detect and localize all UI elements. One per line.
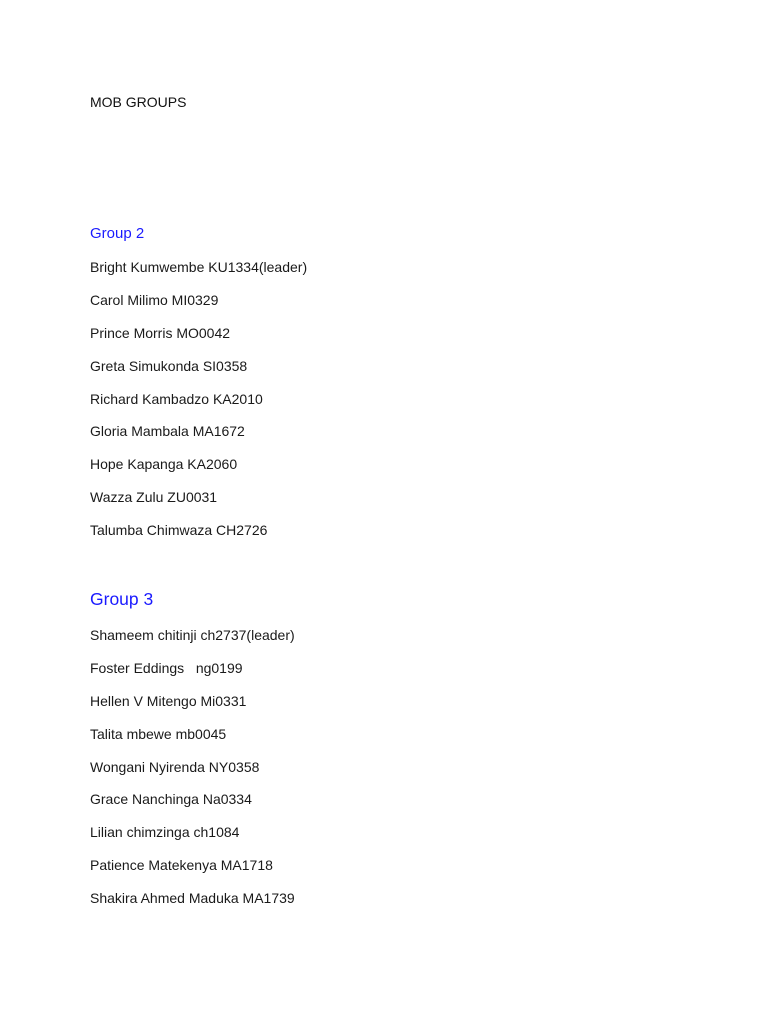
group-3-member-6: Grace Nanchinga Na0334: [90, 791, 252, 808]
group-3-member-list: [90, 626, 295, 922]
group-3-member-5: Wongani Nyirenda NY0358: [90, 758, 260, 775]
group-2-member-2: Carol Milimo MI0329: [90, 291, 219, 308]
group-3-member-3: Hellen V Mitengo Mi0331: [90, 692, 247, 709]
group-2-member-3: Prince Morris MO0042: [90, 324, 231, 341]
group-2-member-list: [90, 258, 307, 554]
group-3-member-9: Shakira Ahmed Maduka MA1739: [90, 890, 295, 907]
document-title: MOB GROUPS: [90, 94, 187, 110]
group-2-member-1: Bright Kumwembe KU1334(leader): [90, 259, 308, 275]
group-3-member-2: Foster Eddings ng0199: [90, 659, 243, 676]
group-2-member-7: Hope Kapanga KA2060: [90, 456, 238, 473]
group-2-member-8: Wazza Zulu ZU0031: [90, 489, 218, 506]
group-2-member-9: Talumba Chimwaza CH2726: [90, 522, 268, 539]
group-3-member-4: Talita mbewe mb0045: [90, 725, 227, 742]
group-3-member-8: Patience Matekenya MA1718: [90, 857, 273, 874]
group-2-heading: Group 2: [90, 225, 145, 242]
group-2-member-5: Richard Kambadzo KA2010: [90, 390, 263, 407]
group-3-member-7: Lilian chimzinga ch1084: [90, 824, 240, 841]
group-3-heading: Group 3: [90, 589, 154, 609]
group-3-member-1: Shameem chitinji ch2737(leader): [90, 627, 295, 643]
group-2-member-4: Greta Simukonda SI0358: [90, 357, 248, 374]
group-2-member-6: Gloria Mambala MA1672: [90, 423, 245, 440]
